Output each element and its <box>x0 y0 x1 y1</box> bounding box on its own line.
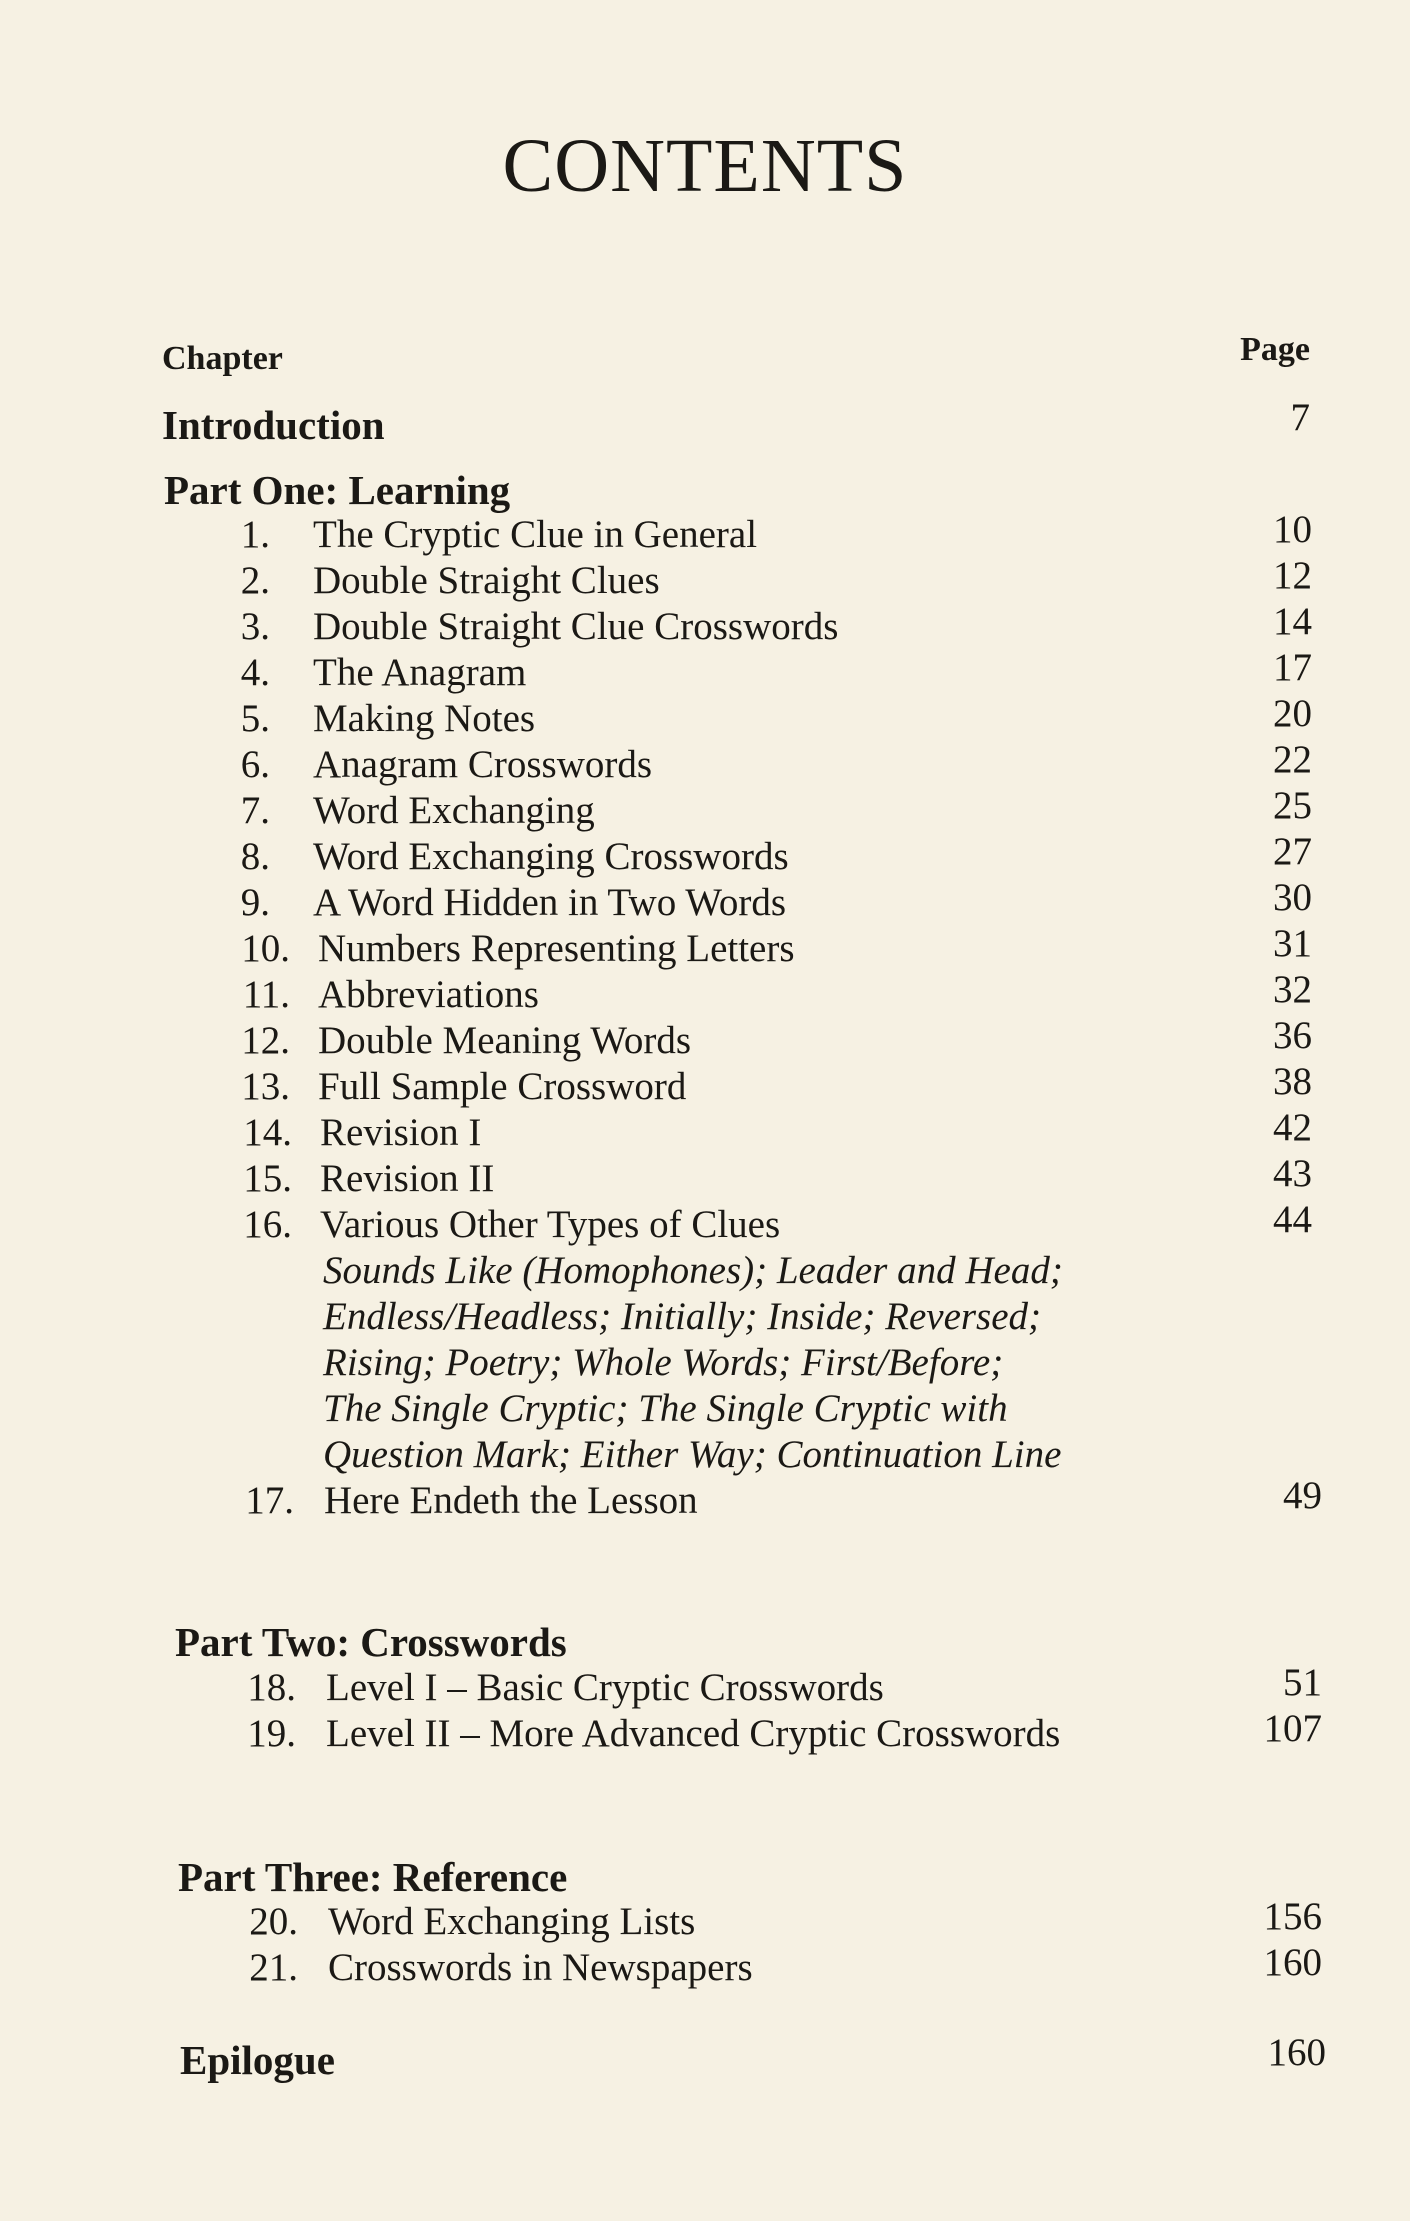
entry-title: Various Other Types of Clues <box>320 1203 781 1246</box>
entry-page: 12 <box>1273 554 1312 597</box>
entry-number: 5. <box>240 697 270 740</box>
entry-title: A Word Hidden in Two Words <box>313 881 787 924</box>
introduction-label: Introduction <box>162 402 385 448</box>
entry-number: 16. <box>243 1203 292 1246</box>
entry-page: 38 <box>1273 1060 1312 1103</box>
entry-number: 13. <box>241 1065 290 1108</box>
part-two-title: Part Two: Crosswords <box>175 1619 567 1665</box>
subtopic-line: Sounds Like (Homophones); Leader and Head; <box>323 1249 1063 1292</box>
entry-page: 20 <box>1273 692 1312 735</box>
entry-title: Full Sample Crossword <box>318 1065 687 1108</box>
entry-page: 36 <box>1273 1014 1312 1057</box>
entry-page: 17 <box>1273 646 1312 689</box>
entry-page: 14 <box>1273 600 1312 643</box>
part-one-title: Part One: Learning <box>164 467 511 513</box>
entry-title: Level I – Basic Cryptic Crosswords <box>326 1666 884 1709</box>
entry-page: 32 <box>1273 968 1312 1011</box>
entry-number: 3. <box>240 605 270 648</box>
entry-title: Numbers Representing Letters <box>318 927 795 970</box>
entry-title: The Anagram <box>313 651 527 694</box>
entry-page: 51 <box>1283 1661 1322 1704</box>
entry-page: 10 <box>1273 508 1312 551</box>
entry-number: 20. <box>249 1900 298 1943</box>
entry-page: 156 <box>1263 1895 1322 1938</box>
entry-title: Here Endeth the Lesson <box>324 1479 698 1522</box>
entry-title: Crosswords in Newspapers <box>328 1946 753 1989</box>
subtopic-line: Rising; Poetry; Whole Words; First/Before; <box>323 1341 1004 1384</box>
entry-page: 42 <box>1273 1106 1312 1149</box>
subtopic-line: Question Mark; Either Way; Continuation Line <box>323 1433 1062 1476</box>
entry-number: 4. <box>240 651 270 694</box>
entry-number: 12. <box>241 1019 290 1062</box>
entry-title: Double Straight Clues <box>313 559 660 602</box>
entry-number: 18. <box>247 1666 296 1709</box>
entry-title: Abbreviations <box>318 973 539 1016</box>
entry-number: 14. <box>243 1111 292 1154</box>
entry-page: 22 <box>1273 738 1312 781</box>
entry-number: 17. <box>245 1479 294 1522</box>
entry-number: 19. <box>247 1712 296 1755</box>
entry-page: 25 <box>1273 784 1312 827</box>
entry-page: 31 <box>1273 922 1312 965</box>
entry-title: Word Exchanging Crosswords <box>313 835 789 878</box>
page-title: CONTENTS <box>502 124 908 208</box>
entry-number: 21. <box>249 1946 298 1989</box>
subtopic-line: Endless/Headless; Initially; Inside; Reversed; <box>323 1295 1042 1338</box>
entry-number: 6. <box>240 743 270 786</box>
entry-title: Double Meaning Words <box>318 1019 692 1062</box>
entry-title: Revision I <box>320 1111 482 1154</box>
entry-number: 10. <box>241 927 290 970</box>
entry-title: Anagram Crosswords <box>313 743 653 786</box>
entry-number: 7. <box>240 789 270 832</box>
entry-page: 30 <box>1273 876 1312 919</box>
entry-number: 1. <box>240 513 270 556</box>
entry-title: Word Exchanging Lists <box>328 1900 696 1943</box>
entry-number: 8. <box>240 835 270 878</box>
epilogue-page: 160 <box>1267 2031 1326 2074</box>
part-three-title: Part Three: Reference <box>178 1854 568 1900</box>
entry-page: 44 <box>1273 1198 1312 1241</box>
entry-page: 160 <box>1263 1941 1322 1984</box>
page-column-header: Page <box>1240 331 1310 368</box>
epilogue-label: Epilogue <box>180 2037 335 2083</box>
entry-title: Making Notes <box>313 697 536 740</box>
entry-number: 9. <box>240 881 270 924</box>
entry-number: 15. <box>243 1157 292 1200</box>
entry-page: 43 <box>1273 1152 1312 1195</box>
entry-number: 2. <box>240 559 270 602</box>
entry-page: 27 <box>1273 830 1312 873</box>
entry-page: 107 <box>1263 1707 1322 1750</box>
entry-title: Level II – More Advanced Cryptic Crosswords <box>326 1712 1061 1755</box>
chapter-column-header: Chapter <box>162 340 283 377</box>
entry-title: Revision II <box>320 1157 495 1200</box>
entry-title: The Cryptic Clue in General <box>313 513 758 556</box>
subtopic-line: The Single Cryptic; The Single Cryptic with <box>323 1387 1008 1430</box>
introduction-page: 7 <box>1290 396 1310 439</box>
entry-title: Word Exchanging <box>313 789 595 832</box>
entry-page: 49 <box>1283 1474 1322 1517</box>
entry-number: 11. <box>242 973 290 1016</box>
entry-title: Double Straight Clue Crosswords <box>313 605 839 648</box>
